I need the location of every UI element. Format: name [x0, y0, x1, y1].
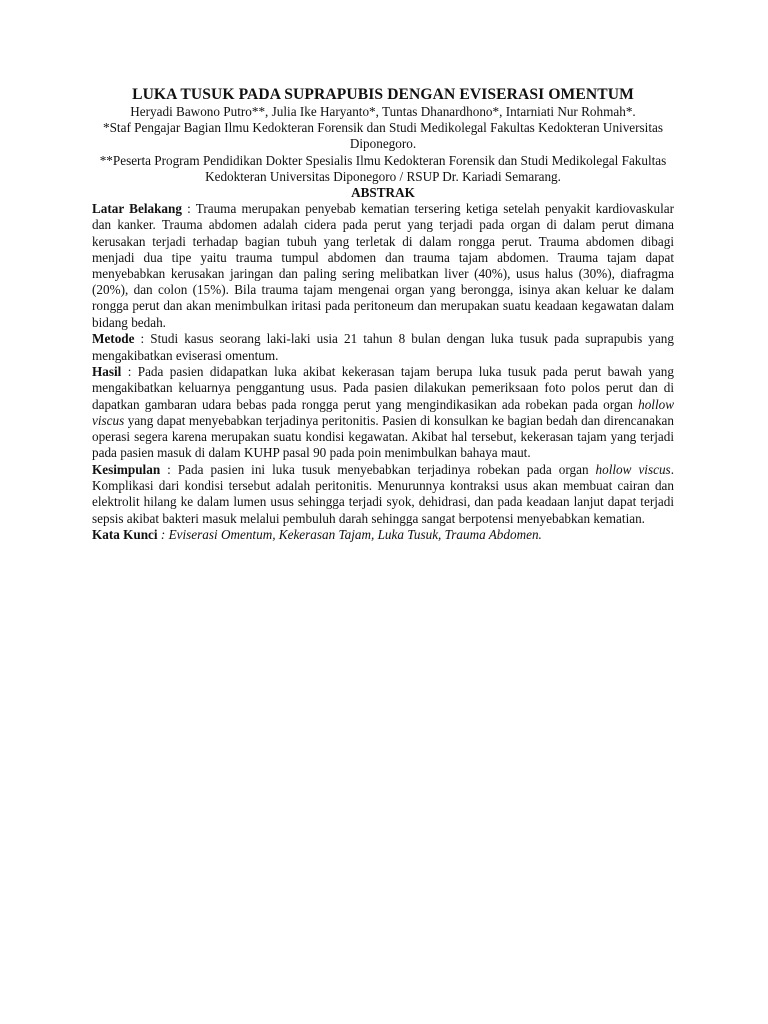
section-label-kata-kunci: Kata Kunci	[92, 527, 158, 543]
section-text-metode: : Studi kasus seorang laki-laki usia 21 tahun 8 bulan dengan luka tusuk pada suprapubis yang mengakibatkan eviserasi omentum.	[92, 331, 674, 363]
section-kata-kunci	[92, 527, 674, 543]
abstract-heading: ABSTRAK	[351, 185, 415, 201]
term-hollow-viscus: hollow viscus	[595, 461, 671, 477]
section-metode	[92, 331, 674, 363]
section-text-hasil-2: yang dapat menyebabkan terjadinya peritonitis. Pasien di konsulkan ke bagian bedah dan direncanakan operasi segera karena merupakan suatu kondisi kegawatan. Akibat hal tersebut, kekerasan tajam yang terjadi pada pasien masuk di dalam KUHP pasal 90 pada poin menimbulkan bahaya maut.	[92, 412, 674, 461]
section-text-kesimpulan-1: : Pada pasien ini luka tusuk menyebabkan terjadinya robekan pada organ	[160, 461, 596, 477]
document-page	[92, 86, 674, 544]
section-label-latar-belakang: Latar Belakang	[92, 201, 182, 217]
section-text-latar-belakang: : Trauma merupakan penyebab kematian tersering ketiga setelah penyakit kardiovaskular dan kanker. Trauma abdomen adalah cidera pada perut yang terjadi pada organ di dalam perut dimana kerusakan terjadi terhadap bagian tubuh yang terletak di dalam rongga perut. Trauma abdomen dibagi menjadi dua tipe yaitu trauma tumpul abdomen dan trauma tajam abdomen. Trauma tajam dapat menyebabkan kerusakan jaringan dan paling sering melibatkan liver (40%), usus halus (30%), diafragma (20%), dan colon (15%). Bila trauma tajam mengenai organ yang berongga, isinya akan keluar ke dalam rongga perut dan akan menimbulkan iritasi pada peritoneum dan merupakan suatu keadaan kegawatan dalam bidang bedah.	[92, 201, 674, 330]
section-latar-belakang	[92, 201, 674, 331]
section-text-hasil-1: : Pada pasien didapatkan luka akibat kekerasan tajam berupa luka tusuk pada perut bawah yang mengakibatkan keluarnya penggantung usus. Pada pasien dilakukan pemeriksaan foto polos perut dan di dapatkan gambaran udara bebas pada rongga perut yang mengindikasikan ada robekan pada organ	[92, 364, 674, 412]
section-label-metode: Metode	[92, 331, 135, 347]
section-label-kesimpulan: Kesimpulan	[92, 461, 161, 477]
term-hollow-viscus: hollow viscus	[92, 396, 674, 428]
author-list: Heryadi Bawono Putro**, Julia Ike Haryanto*, Tuntas Dhanardhono*, Intarniati Nur Rohmah*.	[130, 104, 636, 119]
affiliation-resident: **Peserta Program Pendidikan Dokter Spesialis Ilmu Kedokteran Forensik dan Studi Medikolegal Fakultas Kedokteran Universitas Diponegoro / RSUP Dr. Kariadi Semarang.	[99, 152, 667, 184]
keyword-list: : Eviserasi Omentum, Kekerasan Tajam, Luka Tusuk, Trauma Abdomen.	[157, 527, 542, 543]
affiliation-staff: *Staf Pengajar Bagian Ilmu Kedokteran Forensik dan Studi Medikolegal Fakultas Kedokteran Universitas Diponegoro.	[103, 120, 663, 152]
section-hasil	[92, 364, 674, 461]
paper-title: LUKA TUSUK PADA SUPRAPUBIS DENGAN EVISERASI OMENTUM	[132, 86, 634, 103]
section-text-kesimpulan-2: . Komplikasi dari kondisi tersebut adalah peritonitis. Menurunnya kontraksi usus akan membuat cairan dan elektrolit hilang ke dalam lumen usus sehingga terjadi syok, dehidrasi, dan pada keadaan lanjut dapat terjadi sepsis akibat bakteri masuk melalui pembuluh darah sehingga sangat berpotensi menyebabkan kematian.	[92, 461, 674, 526]
section-label-hasil: Hasil	[92, 364, 122, 380]
section-kesimpulan	[92, 462, 674, 527]
